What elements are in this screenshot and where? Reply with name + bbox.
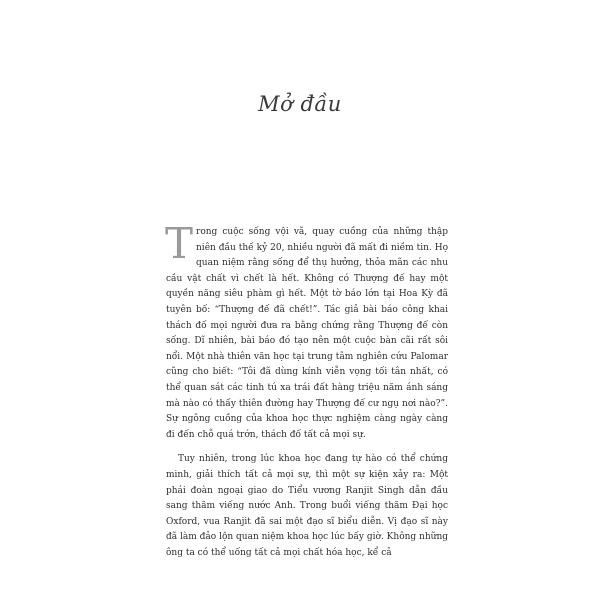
paragraph-2-text: Tuy nhiên, trong lúc khoa học đang tự hào có thể chứng minh, giải thích tất cả mọi sự, thì một sự kiện xảy ra: Một phái đoàn ngoại giao do Tiểu vương Ranjit Singh dẫn đầu sang thăm viếng nước Anh. Trong buổi viếng thăm Đại học Oxford, vua Ranjit đã sai một đạo sĩ biểu diễn. Vị đạo sĩ này đã làm đảo lộn quan niệm khoa học lúc bấy giờ. Không những ông ta có thể uống tất cả mọi chất hóa học, kể cả <box>166 454 448 558</box>
body-text <box>165 219 448 561</box>
paragraph-1 <box>165 219 448 443</box>
drop-cap: T <box>165 219 194 268</box>
paragraph-2 <box>166 452 448 561</box>
chapter-title: Mở đầu <box>258 92 342 116</box>
paragraph-1-text: rong cuộc sống vội vã, quay cuồng của những thập niên đầu thế kỷ 20, nhiều người đã mất đi niềm tin. Họ quan niệm rằng sống để thụ hưởng, thỏa mãn các nhu cầu vật chất vì chết là hết. Không có Thượng đế hay một quyền năng siêu phàm gì hết. Một tờ báo lớn tại Hoa Kỳ đã tuyên bố: “Thượng đế đã chết!”. Tác giả bài báo công khai thách đố mọi người đưa ra bằng chứng rằng Thượng đế còn sống. Dĩ nhiên, bài báo đó tạo nên một cuộc bàn cãi rất sôi nổi. Một nhà thiên văn học tại trung tâm nghiên cứu Palomar cũng cho biết: “Tôi đã dùng kính viễn vọng tối tân nhất, có thể quan sát các tinh tú xa trái đất hàng triệu năm ánh sáng mà nào có thấy thiên đường hay Thượng đế cư ngụ nơi nào?”. Sự ngông cuồng của khoa học thực nghiệm càng ngày càng đi đến chỗ quá trớn, thách đố tất cả mọi sự. <box>166 227 448 440</box>
